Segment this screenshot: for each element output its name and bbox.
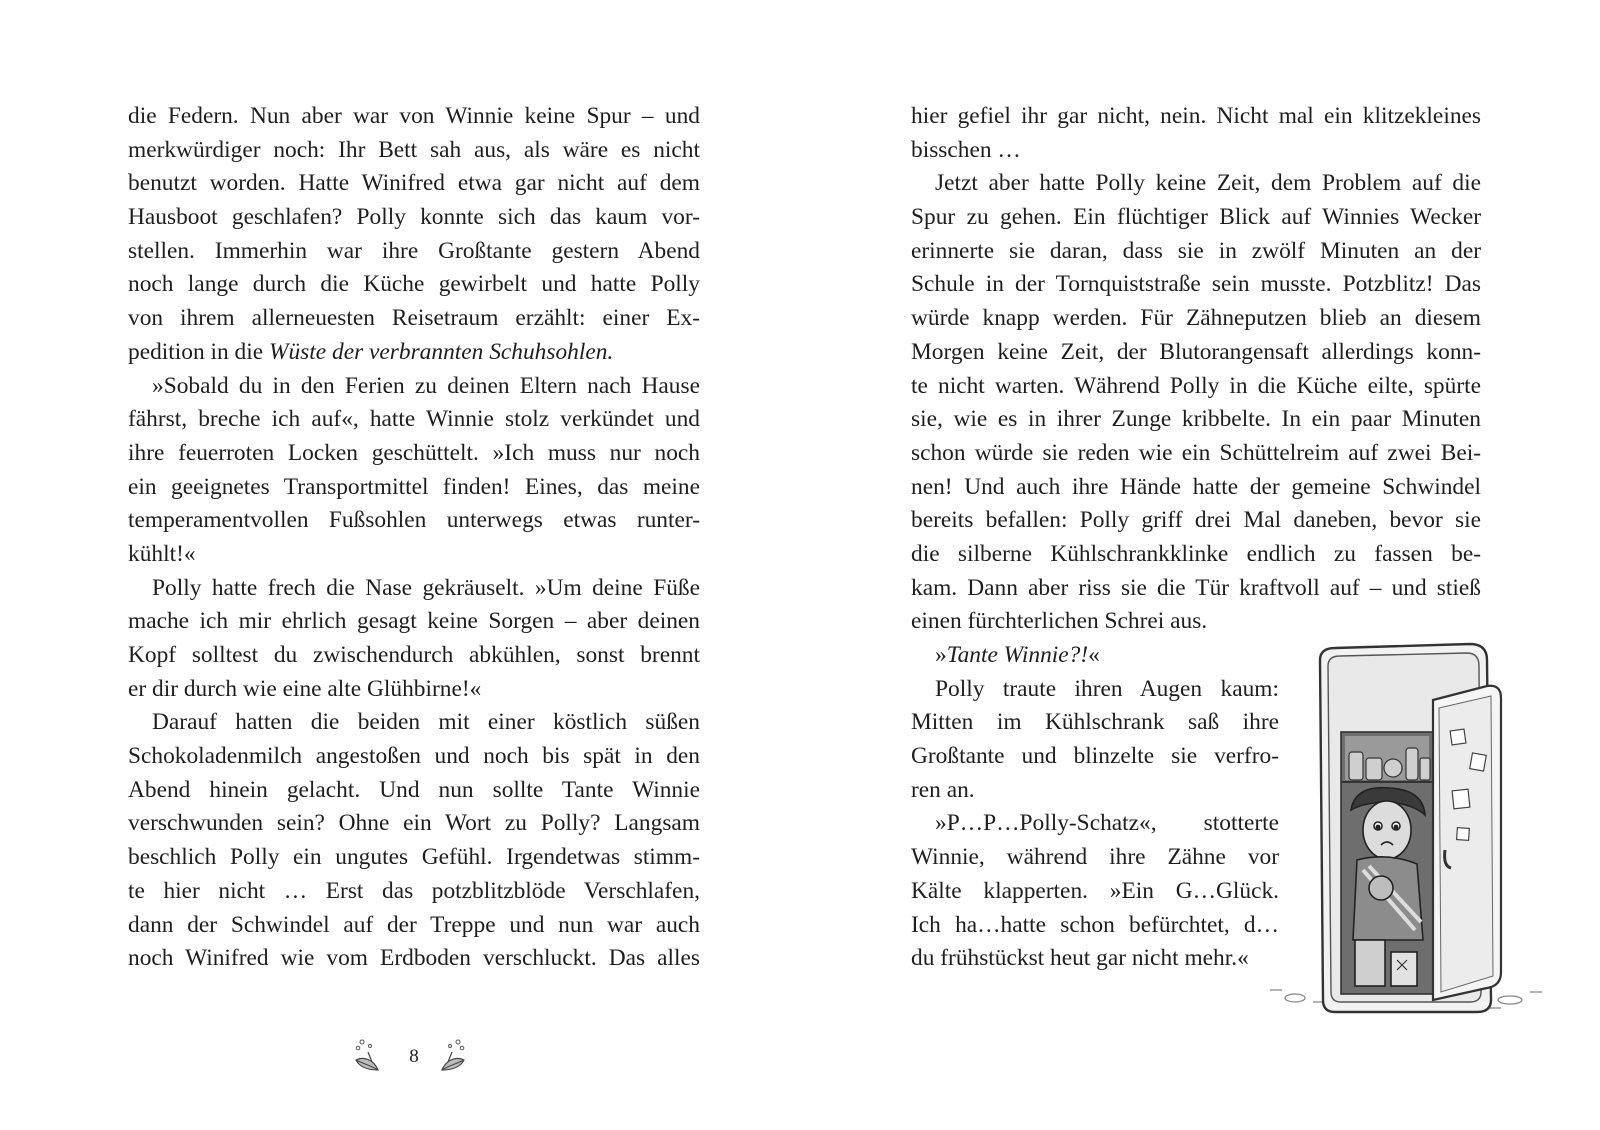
leaf-ornament-right-icon [430, 1036, 470, 1076]
text-line: Schule in der Tornquiststraße sein musste. Potzblitz! Das [911, 271, 1481, 298]
page-number: 8 [409, 1046, 419, 1067]
text-line: schon würde sie reden wie ein Schüttelreim auf zwei Bei- [911, 439, 1481, 466]
text-line: »P…P…Polly-Schatz«, stotterte [935, 810, 1279, 837]
text-line: Polly traute ihren Augen kaum: [935, 675, 1279, 702]
text-line: er dir durch wie eine alte Glühbirne!« [128, 675, 482, 702]
text-line: Abend hinein gelacht. Und nun sollte Tante Winnie [128, 776, 700, 803]
text-line: stellen. Immerhin war ihre Großtante gestern Abend [128, 237, 700, 264]
text-line: die Federn. Nun aber war von Winnie keine Spur – und [128, 103, 700, 129]
text-line: würde knapp werden. Für Zähneputzen blieb an diesem [911, 305, 1481, 332]
page-footer [340, 1036, 490, 1086]
text-line: ein geeignetes Transportmittel finden! Eines, das meine [128, 473, 700, 500]
left-page-text [128, 100, 700, 976]
text-line: sie, wie es in ihrer Zunge kribbelte. In ein paar Minuten [911, 406, 1481, 433]
text-line: noch Winifred wie vom Erdboden verschluckt. Das alles [128, 945, 700, 972]
text-line: mache ich mir ehrlich gesagt keine Sorgen – aber deinen [128, 608, 700, 635]
text-line: benutzt worden. Hatte Winifred etwa gar nicht auf dem [128, 170, 700, 197]
text-line: Darauf hatten die beiden mit einer köstlich süßen [152, 709, 700, 736]
text-line: »Sobald du in den Ferien zu deinen Eltern nach Hause [152, 372, 700, 399]
italic-exclamation: Tante Winnie?! [946, 642, 1089, 668]
text-line: te hier nicht … Erst das potzblitzblöde Verschlafen, [128, 877, 700, 904]
text-line: »Tante Winnie?!« [935, 642, 1100, 668]
right-page [800, 0, 1600, 1130]
text-line: Ich ha…hatte schon befürchtet, d… [911, 911, 1279, 938]
italic-title: Wüste der verbrannten Schuhsohlen. [268, 338, 614, 365]
text-line: merkwürdiger noch: Ihr Bett sah aus, als wäre es nicht [128, 136, 700, 163]
text-line: Winnie, während ihre Zähne vor [911, 844, 1279, 871]
text-line: Jetzt aber hatte Polly keine Zeit, dem Problem auf die [935, 170, 1481, 197]
text-line: Spur zu gehen. Ein flüchtiger Blick auf Winnies Wecker [911, 204, 1481, 231]
text-line: Polly hatte frech die Nase gekräuselt. »Um deine Füße [152, 574, 700, 601]
text-line: du frühstückst heut gar nicht mehr.« [911, 945, 1249, 972]
text-line: fährst, breche ich auf«, hatte Winnie stolz verkündet und [128, 406, 700, 433]
text-line: einen fürchterlichen Schrei aus. [911, 608, 1208, 635]
text-line: noch lange durch die Küche gewirbelt und hatte Polly [128, 271, 700, 298]
text-line: Mitten im Kühlschrank saß ihre [911, 709, 1279, 736]
right-page-text [911, 100, 1481, 639]
text-line: Schokoladenmilch angestoßen und noch bis spät in den [128, 743, 700, 770]
text-line: verschwunden sein? Ohne ein Wort zu Polly? Langsam [128, 810, 700, 837]
text-line: erinnerte sie daran, dass sie in zwölf Minuten an der [911, 237, 1481, 264]
text-line: von ihrem allerneuesten Reisetraum erzählt: einer Ex- [128, 305, 700, 332]
text-line: Morgen keine Zeit, der Blutorangensaft allerdings konn- [911, 338, 1481, 365]
text-line: bisschen … [911, 136, 1021, 163]
text-line: bereits befallen: Polly griff drei Mal daneben, bevor sie [911, 507, 1481, 534]
text-line: pedition in die Wüste der verbrannten Schuhsohlen. [128, 338, 614, 365]
leaf-ornament-left-icon [350, 1036, 390, 1076]
text-line: Großtante und blinzelte sie verfro- [911, 743, 1279, 770]
text-line: te nicht warten. Während Polly in die Küche eilte, spürte [911, 372, 1481, 399]
text-line: Kälte klapperten. »Ein G…Glück. [911, 877, 1279, 904]
text-line: temperamentvollen Fußsohlen unterwegs etwas runter- [128, 507, 700, 534]
text-line: ihre feuerroten Locken geschüttelt. »Ich muss nur noch [128, 439, 700, 466]
text-line: nen! Und auch ihre Hände hatte der gemeine Schwindel [911, 473, 1481, 500]
text-line: die silberne Kühlschrankklinke endlich zu fassen be- [911, 540, 1481, 567]
text-line: kühlt!« [128, 540, 196, 567]
fridge-illustration [1265, 640, 1565, 1065]
text-line: ren an. [911, 776, 975, 803]
text-line: beschlich Polly ein ungutes Gefühl. Irgendetwas stimm- [128, 844, 700, 871]
text-line: hier gefiel ihr gar nicht, nein. Nicht mal ein klitzekleines [911, 103, 1481, 129]
text-line: Kopf solltest du zwischendurch abkühlen, sonst brennt [128, 642, 700, 668]
text-line: kam. Dann aber riss sie die Tür kraftvoll auf – und stieß [911, 574, 1481, 601]
text-line: Hausboot geschlafen? Polly konnte sich das kaum vor- [128, 204, 700, 231]
right-page-narrow-text [911, 639, 1279, 976]
text-line: dann der Schwindel auf der Treppe und nun war auch [128, 911, 700, 938]
